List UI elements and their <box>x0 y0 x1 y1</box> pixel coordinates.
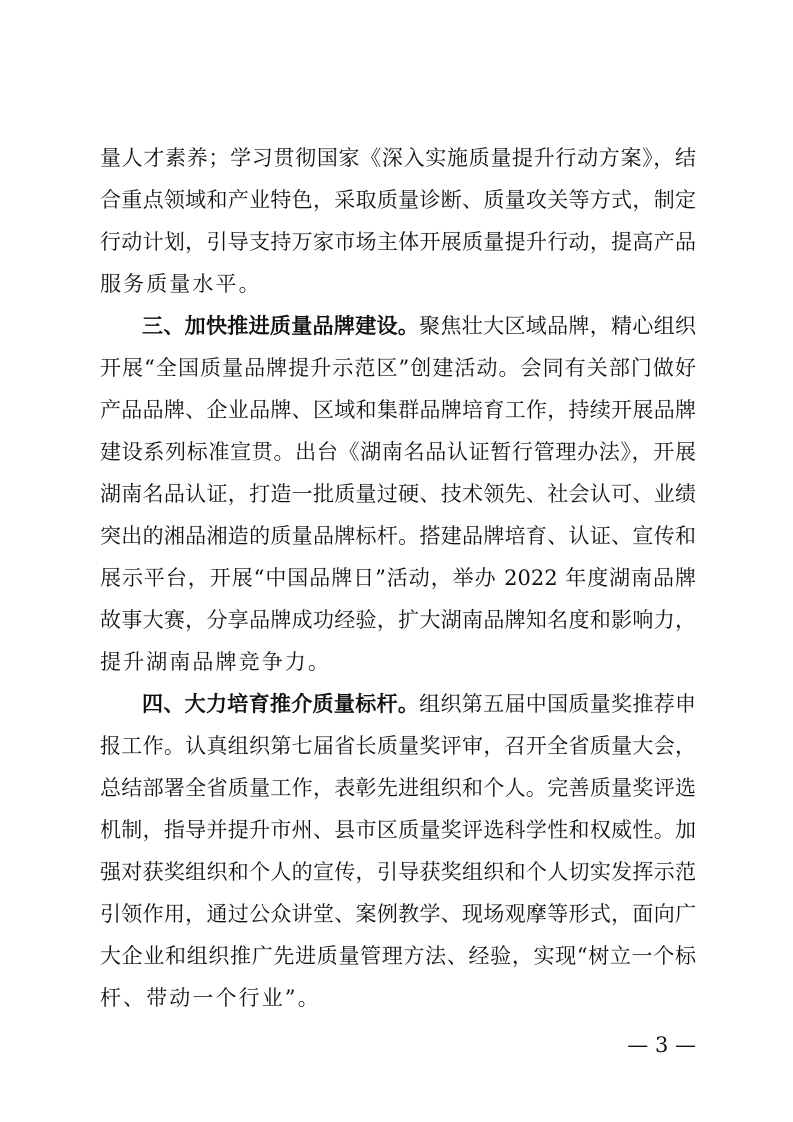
section-4-first-line-text: 组织第五届中国质量奖推荐申 <box>419 692 696 716</box>
section-3-first-line-text: 聚焦壮大区域品牌，精心组织 <box>419 314 696 338</box>
text-line: 行动计划，引导支持万家市场主体开展质量提升行动，提高产品 <box>100 230 696 254</box>
text-line: 展示平台，开展“中国品牌日”活动，举办 2022 年度湖南品牌 <box>100 566 696 590</box>
section-4-first-line <box>142 684 696 724</box>
text-line: 报工作。认真组织第七届省长质量奖评审，召开全省质量大会， <box>100 734 696 758</box>
text-line: 杆、带动一个行业”。 <box>100 986 321 1010</box>
section-4-heading: 四、大力培育推介质量标杆。 <box>142 692 420 716</box>
text-line: 强对获奖组织和个人的宣传，引导获奖组织和个人切实发挥示范 <box>100 860 696 884</box>
page-number: — 3 — <box>627 1033 696 1057</box>
text-line: 开展“全国质量品牌提升示范区”创建活动。会同有关部门做好 <box>100 356 696 380</box>
text-line: 湖南名品认证，打造一批质量过硬、技术领先、社会认可、业绩 <box>100 482 696 506</box>
text-line: 提升湖南品牌竞争力。 <box>100 650 331 674</box>
text-line: 总结部署全省质量工作，表彰先进组织和个人。完善质量奖评选 <box>100 776 696 800</box>
section-3-heading: 三、加快推进质量品牌建设。 <box>142 314 420 338</box>
text-line: 大企业和组织推广先进质量管理方法、经验，实现“树立一个标 <box>100 944 696 968</box>
text-line: 引领作用，通过公众讲堂、案例教学、现场观摩等形式，面向广 <box>100 902 696 926</box>
section-3-first-line <box>142 306 696 346</box>
text-line: 服务质量水平。 <box>100 272 262 296</box>
text-line: 机制，指导并提升市州、县市区质量奖评选科学性和权威性。加 <box>100 818 696 842</box>
text-line: 合重点领域和产业特色，采取质量诊断、质量攻关等方式，制定 <box>100 188 696 212</box>
text-line: 故事大赛，分享品牌成功经验，扩大湖南品牌知名度和影响力， <box>100 608 696 632</box>
text-line: 量人才素养；学习贯彻国家《深入实施质量提升行动方案》，结 <box>100 146 696 170</box>
text-line: 建设系列标准宣贯。出台《湖南名品认证暂行管理办法》，开展 <box>100 440 696 464</box>
text-line: 突出的湘品湘造的质量品牌标杆。搭建品牌培育、认证、宣传和 <box>100 524 696 548</box>
text-line: 产品品牌、企业品牌、区域和集群品牌培育工作，持续开展品牌 <box>100 398 696 422</box>
